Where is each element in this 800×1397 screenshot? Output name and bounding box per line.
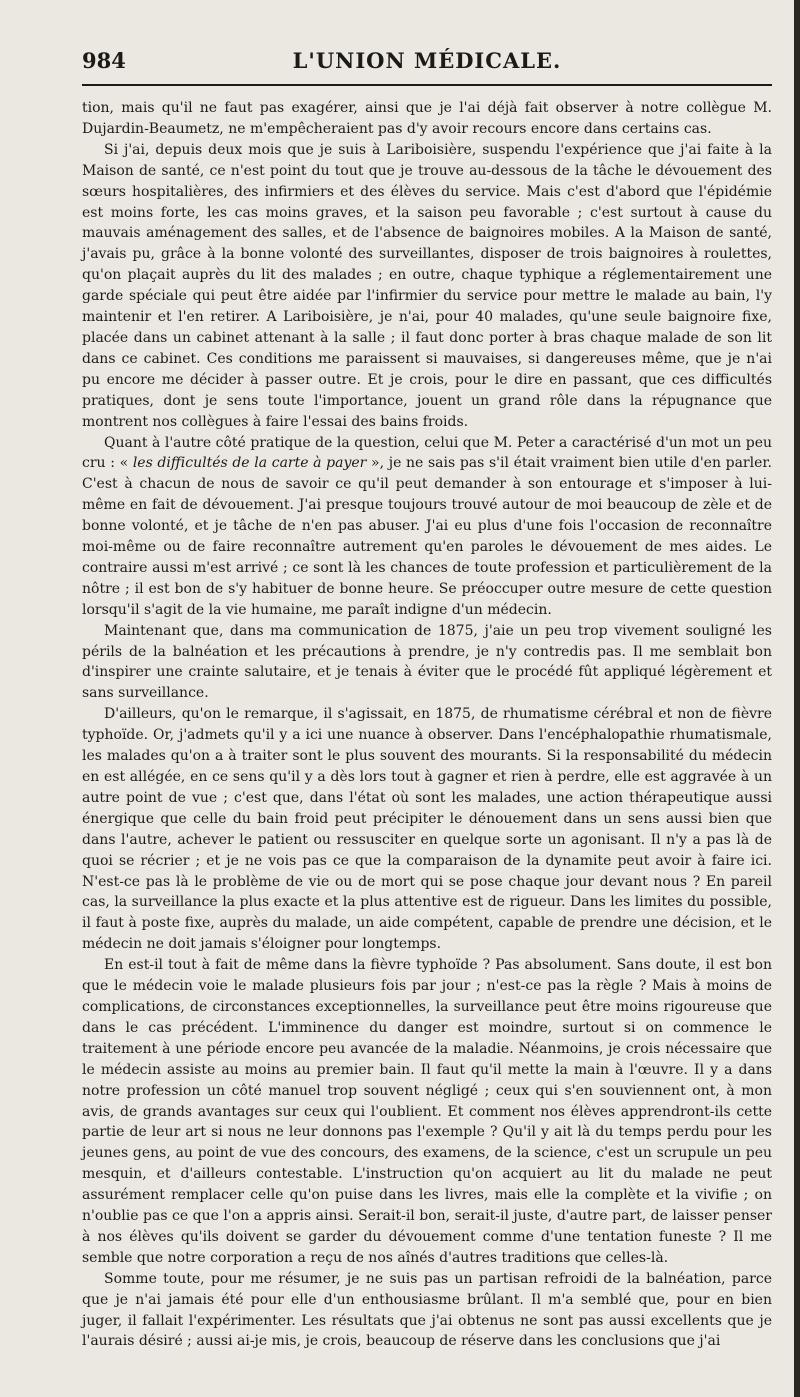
article-body [82,98,772,1352]
paragraph-7: Somme toute, pour me résumer, je ne suis pas un partisan refroidi de la balnéation, parce que je n'ai jamais été pour elle d'un enthousiasme brûlant. Il m'a semblé que, pour en bien juger, il fallait l'expérimenter. Les résultats que j'ai obtenus ne sont pas aussi excellents que je l'aurais désiré ; aussi ai-je mis, je crois, beaucoup de réserve dans les conclusions que j'ai [82,1270,772,1350]
paragraph-6: En est-il tout à fait de même dans la fièvre typhoïde ? Pas absolument. Sans doute, il est bon que le médecin voie le malade plusieurs fois par jour ; n'est-ce pas la règle ? Mais à moins de complications, de circonstances exceptionnelles, la surveillance peut être moins rigoureuse que dans le cas précédent. L'imminence du danger est moindre, surtout si on commence le traitement à une période encore peu avancée de la maladie. Néanmoins, je crois nécessaire que le médecin assiste au moins au premier bain. Il faut qu'il mette la main à l'œuvre. Il y a dans notre profession un côté manuel trop souvent négligé ; ceux qui s'en souviennent ont, à mon avis, de grands avantages sur ceux qui l'oublient. Et comment nos élèves apprendront-ils cette partie de leur art si nous ne leur donnons pas l'exemple ? Qu'il y ait là du temps perdu pour les jeunes gens, au point de vue des concours, des examens, de la science, c'est un scrupule un peu mesquin, et d'ailleurs contestable. L'instruction qu'on acquiert au lit du malade ne peut assurément remplacer celle qu'on puise dans les livres, mais elle la complète et la vivifie ; on n'oublie pas ce que l'on a appris ainsi. Serait-il bon, serait-il juste, d'autre part, de laisser penser à nos élèves qu'ils doivent se garder du dévouement comme d'une tentation funeste ? Il me semble que notre corporation a reçu de nos aînés d'autres traditions que celles-là. [82,957,772,1266]
journal-title: L'UNION MÉDICALE. [292,48,562,73]
paragraph-5: D'ailleurs, qu'on le remarque, il s'agissait, en 1875, de rhumatisme cérébral et non de fièvre typhoïde. Or, j'admets qu'il y a ici une nuance à observer. Dans l'encéphalopathie rhumatismale, les malades qu'on a à traiter sont le plus souvent des mourants. Si la responsabilité du médecin en est allégée, en ce sens qu'il y a dès lors tout à gagner et rien à perdre, elle est aggravée à un autre point de vue ; c'est que, dans l'état où sont les malades, une action thérapeutique aussi énergique que celle du bain froid peut précipiter le dénouement dans un sens aussi bien que dans l'autre, achever le patient ou ressusciter en quelque sorte un agonisant. Il n'y a pas là de quoi se récrier ; et je ne vois pas ce que la comparaison de la dynamite peut avoir à faire ici. N'est-ce pas là le problème de vie ou de mort qui se pose chaque jour devant nous ? En pareil cas, la surveillance la plus exacte et la plus attentive est de rigueur. Dans les limites du possible, il faut à poste fixe, auprès du malade, un aide compétent, capable de prendre une décision, et le médecin ne doit jamais s'éloigner pour longtemps. [82,706,772,953]
quoted-phrase: les difficultés de la carte à payer [132,455,367,472]
paragraph-3: Quant à l'autre côté pratique de la question, celui que M. Peter a caractérisé d'un mot un peu cru : « les difficultés de la carte à payer », je ne sais pas s'il était vraiment bien utile d'en parler. C'est à chacun de nous de savoir ce qu'il peut demander à son entourage et s'imposer à lui-même en fait de dévouement. J'ai presque toujours trouvé autour de moi beaucoup de zèle et de bonne volonté, et je tâche de n'en pas abuser. J'ai eu plus d'une fois l'occasion de reconnaître moi-même ou de faire reconnaître autrement qu'en paroles le dévouement de mes aides. Le contraire aussi m'est arrivé ; ce sont là les chances de toute profession et particulièrement de la nôtre ; il est bon de s'y habituer de bonne heure. Se préoccuper outre mesure de cette question lorsqu'il s'agit de la vie humaine, me paraît indigne d'un médecin. [82,434,772,618]
paragraph-1: tion, mais qu'il ne faut pas exagérer, ainsi que je l'ai déjà fait observer à notre collègue M. Dujardin-Beaumetz, ne m'empêcheraient pas d'y avoir recours encore dans certains cas. [82,100,772,137]
header-rule [82,84,772,86]
paragraph-4: Maintenant que, dans ma communication de 1875, j'aie un peu trop vivement souligné les périls de la balnéation et les précautions à prendre, je n'y contredis pas. Il me semblait bon d'inspirer une crainte salutaire, et je tenais à éviter que le procédé fût appliqué légèrement et sans surveillance. [82,622,772,702]
page-header [82,40,772,74]
page-edge-shadow [794,0,800,1397]
page-number: 984 [82,48,126,73]
paragraph-2: Si j'ai, depuis deux mois que je suis à Lariboisière, suspendu l'expérience que j'ai faite à la Maison de santé, ce n'est point du tout que je trouve au-dessous de la tâche le dévouement des sœurs hospitalières, des infirmiers et des élèves du service. Mais c'est d'abord que l'épidémie est moins forte, les cas moins graves, et la saison peu favorable ; c'est surtout à cause du mauvais aménagement des salles, et de l'absence de baignoires mobiles. A la Maison de santé, j'avais pu, grâce à la bonne volonté des surveillantes, disposer de trois baignoires à roulettes, qu'on plaçait auprès du lit des malades ; en outre, chaque typhique a réglementairement une garde spéciale qui peut être aidée par l'infirmier du service pour mettre le malade au bain, l'y maintenir et l'en retirer. A Lariboisière, je n'ai, pour 40 malades, qu'une seule baignoire fixe, placée dans un cabinet attenant à la salle ; il faut donc porter à bras chaque malade de son lit dans ce cabinet. Ces conditions me paraissent si mauvaises, si dangereuses même, que je n'ai pu encore me décider à passer outre. Et je crois, pour le dire en passant, que ces difficultés pratiques, dont je sens toute l'importance, jouent un grand rôle dans la répugnance que montrent nos collègues à faire l'essai des bains froids. [82,141,772,430]
